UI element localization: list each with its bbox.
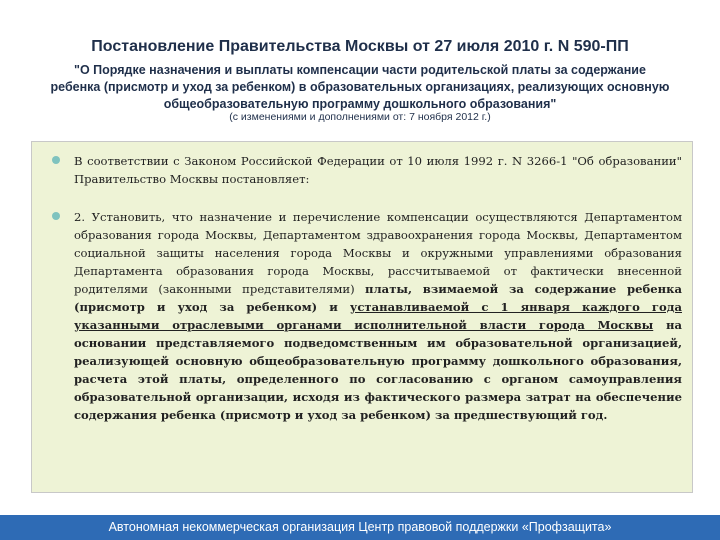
content-panel bbox=[31, 141, 693, 493]
item-text bbox=[74, 208, 682, 424]
item-text: В соответствии с Законом Российской Федерации от 10 июля 1992 г. N 3266-1 "Об образовании" Правительство Москвы постановляет: bbox=[74, 154, 682, 186]
item-text-underlined: устанавливаемой с 1 января каждого года указанными отраслевыми органами исполнительной власти города Москвы bbox=[74, 300, 682, 332]
item-text-bold-continued: на основании представляемого подведомственным им образовательной организацией, реализующей основную общеобразовательную программу дошкольного образования, расчета этой платы, определенного по согласованию с органом самоуправления образовательной организации, исходя из фактического размера затрат на обеспечение содержания ребенка (присмотр и уход за ребенком) за предшествующий год. bbox=[74, 318, 682, 422]
bullet-icon bbox=[52, 156, 60, 164]
footer-text: Автономная некоммерческая организация Центр правовой поддержки «Профзащита» bbox=[108, 520, 612, 534]
item-text-plain: 2. Установить, что назначение и перечисление компенсации осуществляются Департаментом образования города Москвы, Департаментом здравоохранения города Москвы, Департаментом социальной защиты населения города Москвы и окружными управлениями образования Департамента образования города Москвы, рассчитываемой от фактически внесенной родителями (законными представителями) bbox=[74, 210, 682, 296]
list-item bbox=[52, 152, 682, 188]
header bbox=[0, 0, 720, 150]
footer-bar bbox=[0, 515, 720, 540]
list-item bbox=[52, 208, 682, 424]
item-text-bold: платы, взимаемой за содержание ребенка (присмотр и уход за ребенком) и bbox=[74, 282, 682, 314]
document-subtitle: "О Порядке назначения и выплаты компенсации части родительской платы за содержание ребенка (присмотр и уход за ребенком) в образовательных организациях, реализующих основную общеобразовательную программу дошкольного образования" bbox=[50, 63, 670, 111]
bullet-icon bbox=[52, 212, 60, 220]
amendments-note: (с изменениями и дополнениями от: 7 ноября 2012 г.) bbox=[229, 111, 491, 123]
document-title: Постановление Правительства Москвы от 27 июля 2010 г. N 590-ПП bbox=[91, 38, 629, 55]
